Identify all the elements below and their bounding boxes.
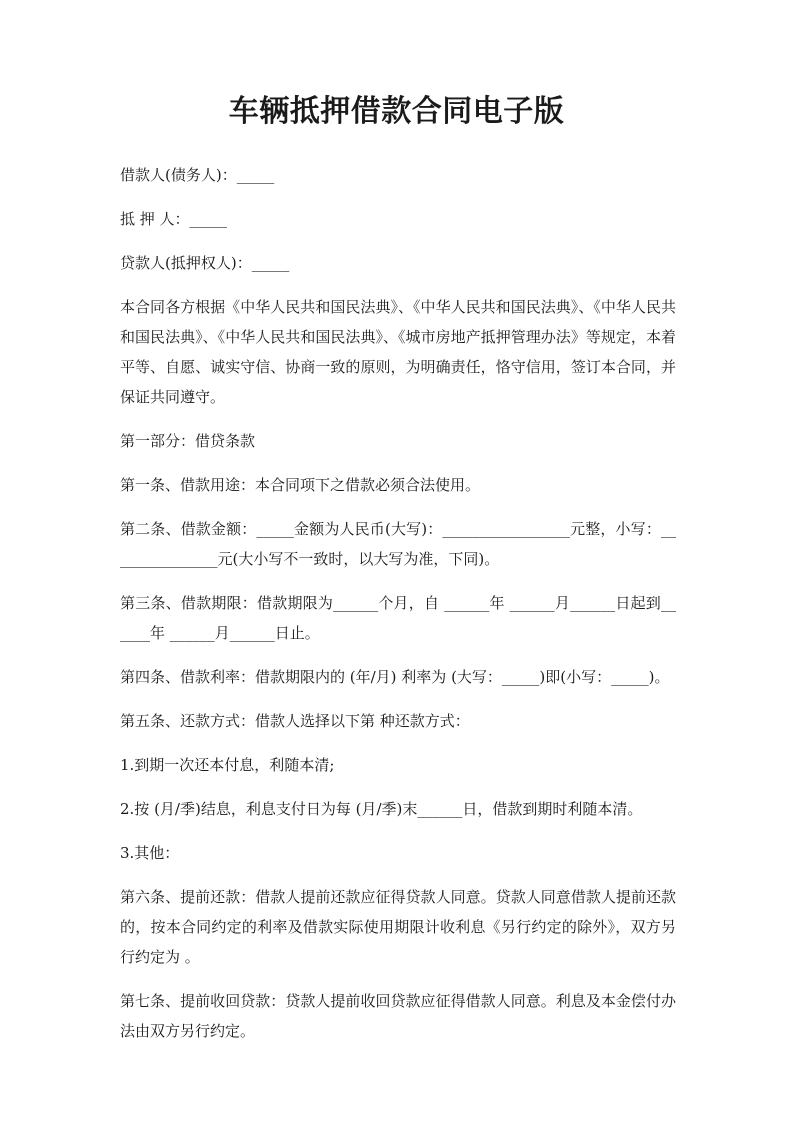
article-3-loan-term: 第三条、借款期限：借款期限为______个月，自 ______年 ______月______日起到______年 ______月______日止。 — [120, 594, 676, 642]
document-body — [120, 160, 676, 1046]
article-4-interest-rate: 第四条、借款利率：借款期限内的 (年/月) 利率为 (大写：_____)即(小写：_____)。 — [120, 668, 670, 686]
lender-line: 贷款人(抵押权人)：_____ — [120, 254, 290, 272]
repayment-option-3: 3.其他： — [120, 844, 180, 862]
article-7-early-recall: 第七条、提前收回贷款：贷款人提前收回贷款应征得借款人同意。利息及本金偿付办法由双方另行约定。 — [120, 992, 676, 1040]
preamble-paragraph: 本合同各方根据《中华人民共和国民法典》、《中华人民共和国民法典》、《中华人民共和国民法典》、《中华人民共和国民法典》、《城市房地产抵押管理办法》等规定，本着平等、自愿、诚实守信、协商一致的原则，为明确责任，恪守信用，签订本合同，并保证共同遵守。 — [120, 298, 676, 406]
mortgagor-line: 抵 押 人：_____ — [120, 210, 228, 228]
article-2-loan-amount: 第二条、借款金额：_____金额为人民币(大写)：_________________元整，小写：_______________元(大小写不一致时，以大写为准，下同)。 — [120, 520, 676, 568]
borrower-line: 借款人(债务人)：_____ — [120, 166, 275, 184]
article-5-repayment-method: 第五条、还款方式：借款人选择以下第 种还款方式： — [120, 712, 470, 730]
repayment-option-1: 1.到期一次还本付息，利随本清; — [120, 756, 335, 774]
section-heading-part-one: 第一部分：借贷条款 — [120, 432, 256, 450]
document-title: 车辆抵押借款合同电子版 — [228, 94, 565, 129]
article-1-loan-purpose: 第一条、借款用途：本合同项下之借款必须合法使用。 — [120, 476, 481, 494]
article-6-early-repayment: 第六条、提前还款：借款人提前还款应征得贷款人同意。贷款人同意借款人提前还款的，按本合同约定的利率及借款实际使用期限计收利息《另行约定的除外》，双方另行约定为 。 — [120, 888, 676, 966]
repayment-option-2: 2.按 (月/季)结息，利息支付日为每 (月/季)末______日，借款到期时利随本清。 — [120, 800, 643, 818]
